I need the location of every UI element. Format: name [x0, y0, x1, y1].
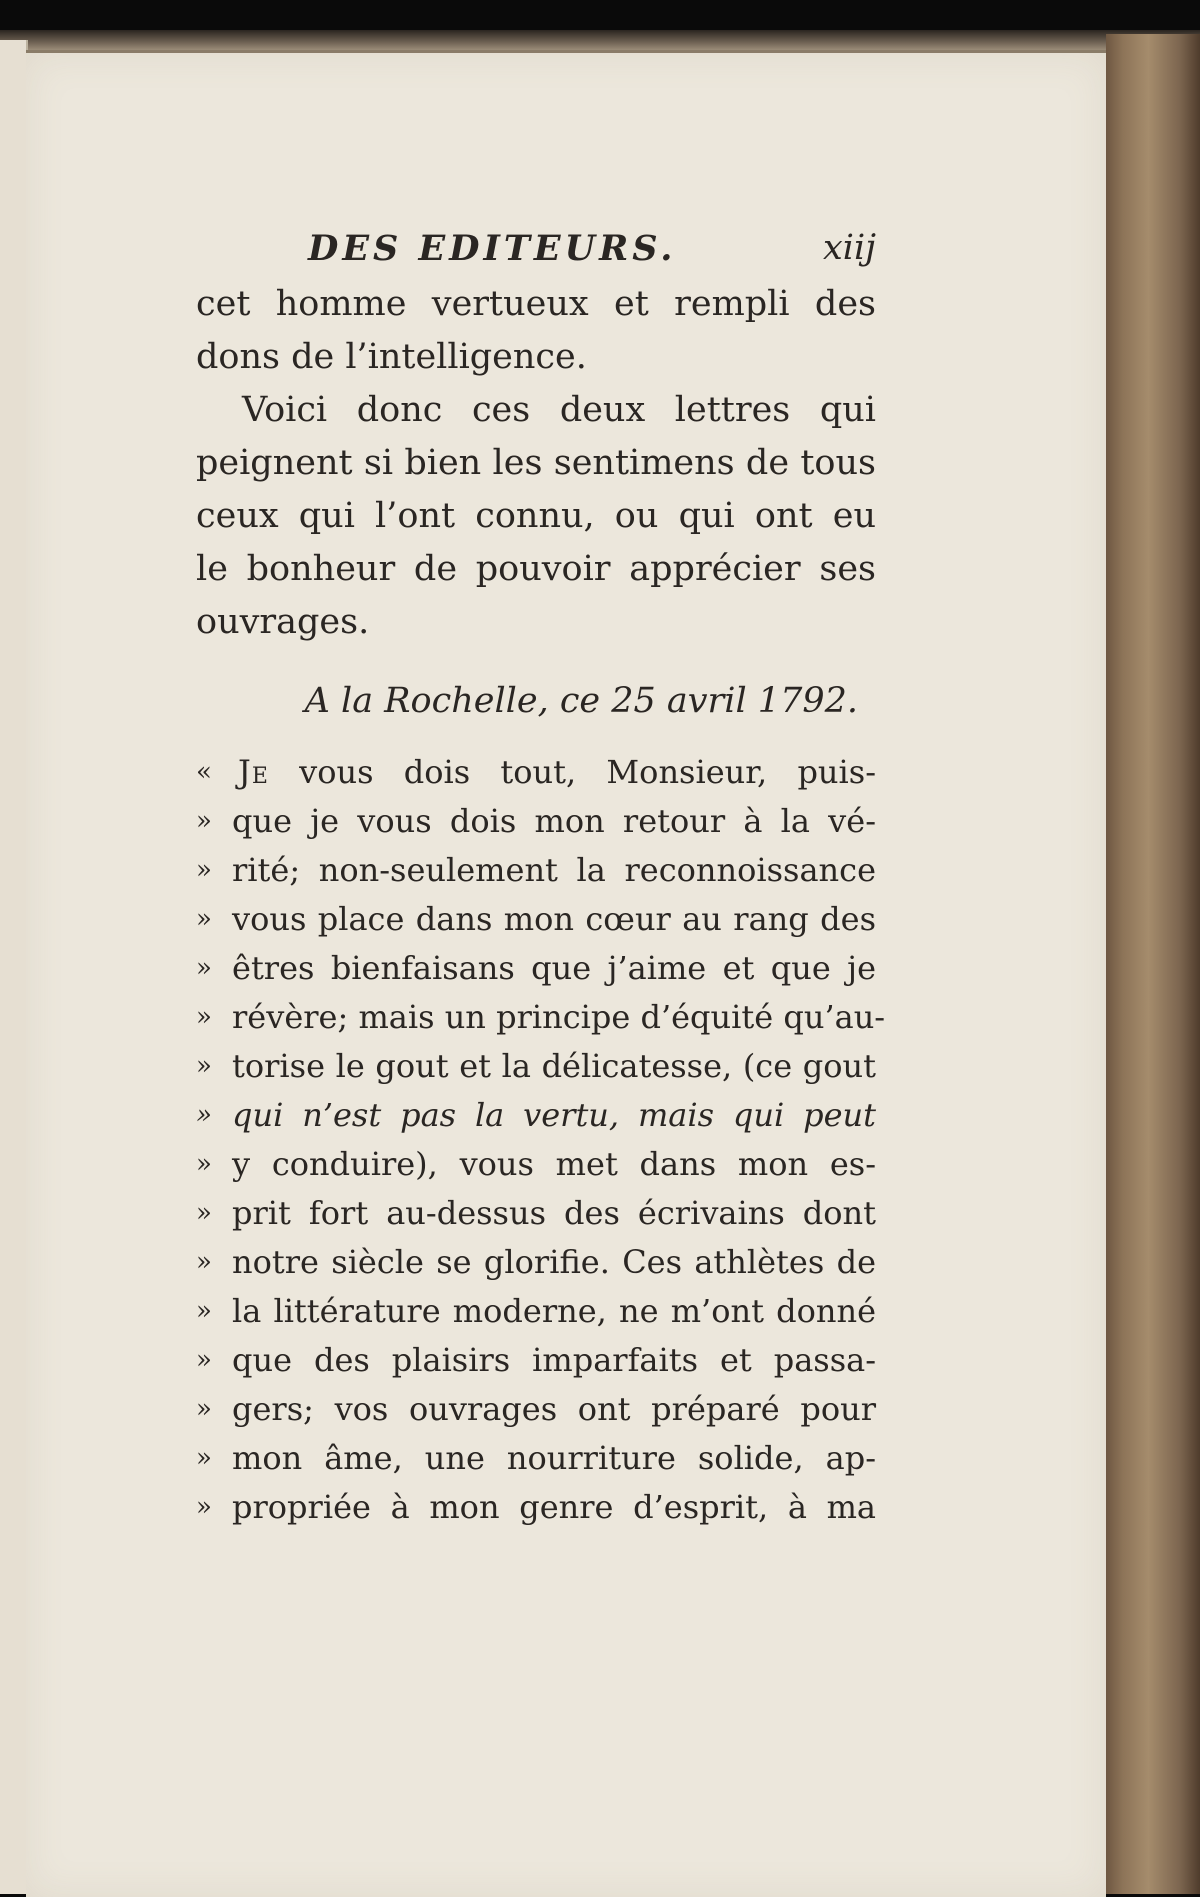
page-text-block	[196, 222, 886, 1532]
continuation-quote-mark: »	[196, 1296, 212, 1326]
letter-line	[196, 1042, 876, 1091]
letter-dateline: A la Rochelle, ce 25 avril 1792.	[304, 681, 858, 721]
open-quote-mark: «	[196, 757, 212, 787]
letter-line	[196, 944, 876, 993]
text-line: Voici donc ces deux lettres qui	[242, 390, 876, 430]
letter-first-line	[196, 748, 876, 797]
continuation-quote-mark: »	[196, 1002, 212, 1032]
text-line: cet homme vertueux et rempli des	[196, 284, 876, 324]
paragraph-2	[196, 384, 876, 649]
running-head	[196, 222, 876, 278]
letter-line-text: la littérature moderne, ne m’ont donné	[232, 1292, 876, 1330]
continuation-quote-mark: »	[196, 904, 212, 934]
letter-line-text: y conduire), vous met dans mon es-	[232, 1145, 876, 1183]
page-number: xiij	[823, 228, 876, 268]
continuation-quote-mark: »	[196, 953, 212, 983]
letter-line-text: prit fort au-dessus des écrivains dont	[232, 1194, 876, 1232]
letter-line	[196, 846, 876, 895]
letter-line	[196, 1483, 876, 1532]
letter-line	[196, 1287, 876, 1336]
letter-line-text: êtres bienfaisans que j’aime et que je	[232, 949, 876, 987]
letter-line	[196, 1385, 876, 1434]
continuation-quote-mark: »	[196, 1247, 212, 1277]
letter-line	[196, 1189, 876, 1238]
book-top-edge	[0, 30, 1200, 50]
letter-line-text: gers; vos ouvrages ont préparé pour	[232, 1390, 876, 1428]
letter-line	[196, 1238, 876, 1287]
continuation-quote-mark: »	[196, 1345, 212, 1375]
letter-line-text: qui n’est pas la vertu, mais qui peut	[232, 1096, 876, 1134]
letter-first-word: Je	[238, 753, 269, 791]
continuation-quote-mark: »	[196, 1394, 212, 1424]
facing-page-edge	[0, 40, 28, 1894]
letter-line	[196, 993, 886, 1042]
letter-line	[196, 895, 876, 944]
text-line: dons de l’intelligence.	[196, 337, 587, 377]
continuation-quote-mark: »	[196, 1149, 212, 1179]
paragraph-1	[196, 278, 876, 384]
letter-first-line-rest: vous dois tout, Monsieur, puis-	[299, 753, 877, 791]
continuation-quote-mark: »	[196, 806, 212, 836]
letter-line	[196, 1140, 876, 1189]
letter-line-text: que des plaisirs imparfaits et passa-	[232, 1341, 876, 1379]
letter-line-text: torise le gout et la délicatesse, (ce gout	[232, 1047, 876, 1085]
text-line: peignent si bien les sentimens de tous	[196, 443, 876, 483]
text-line: ceux qui l’ont connu, ou qui ont eu	[196, 496, 876, 536]
text-line: ouvrages.	[196, 602, 370, 642]
letter-body	[196, 748, 886, 1532]
running-head-title: DES EDITEURS.	[308, 228, 677, 269]
text-line: le bonheur de pouvoir apprécier ses	[196, 549, 876, 589]
letter-line-text: propriée à mon genre d’esprit, à ma	[232, 1488, 876, 1526]
book-binding-edge	[1106, 34, 1200, 1894]
letter-line-text: que je vous dois mon retour à la vé-	[232, 802, 876, 840]
letter-line-text: mon âme, une nourriture solide, ap-	[232, 1439, 876, 1477]
continuation-quote-mark: »	[196, 1100, 212, 1130]
letter-line	[196, 1434, 876, 1483]
continuation-quote-mark: »	[196, 1443, 212, 1473]
letter-line-text: vous place dans mon cœur au rang des	[232, 900, 876, 938]
continuation-quote-mark: »	[196, 1492, 212, 1522]
continuation-quote-mark: »	[196, 1051, 212, 1081]
continuation-quote-mark: »	[196, 1198, 212, 1228]
letter-line	[196, 797, 876, 846]
letter-line-text: révère; mais un principe d’équité qu’au-	[232, 998, 886, 1036]
letter-line-text: rité; non-seulement la reconnoissance	[232, 851, 876, 889]
letter-line	[196, 1091, 876, 1140]
continuation-quote-mark: »	[196, 855, 212, 885]
letter-line	[196, 1336, 876, 1385]
letter-line-text: notre siècle se glorifie. Ces athlètes de	[232, 1243, 876, 1281]
